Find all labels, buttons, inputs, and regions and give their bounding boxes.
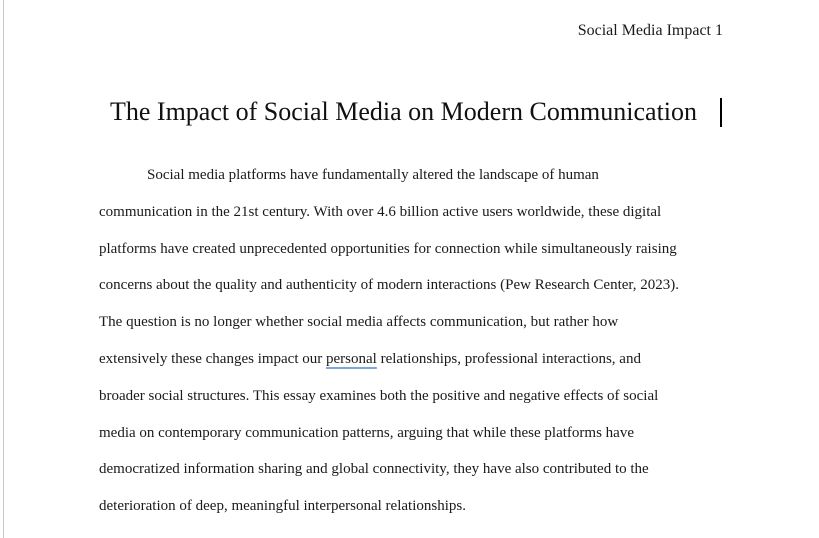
paragraph-line: concerns about the quality and authenticity of modern interactions (Pew Research Center, 2023). [99, 277, 680, 294]
text-cursor [720, 98, 722, 127]
grammar-flagged-word[interactable]: personal [326, 350, 377, 367]
paragraph-line: platforms have created unprecedented opportunities for connection while simultaneously raising [99, 240, 677, 257]
body-paragraph[interactable] [99, 160, 739, 528]
document-title[interactable]: The Impact of Social Media on Modern Communication [110, 97, 698, 126]
paragraph-line: The question is no longer whether social media affects communication, but rather how [99, 314, 619, 331]
paragraph-line: broader social structures. This essay examines both the positive and negative effects of social [99, 387, 659, 404]
document-page[interactable] [4, 0, 819, 538]
line-text: relationships, professional interactions, and [376, 350, 641, 367]
running-head: Social Media Impact 1 [577, 22, 723, 39]
paragraph-line [99, 344, 739, 381]
paragraph-line: democratized information sharing and global connectivity, they have also contributed to the [99, 461, 649, 478]
paragraph-line: media on contemporary communication patterns, arguing that while these platforms have [99, 424, 634, 441]
paragraph-line: Social media platforms have fundamentally altered the landscape of human [147, 167, 599, 183]
paragraph-line: communication in the 21st century. With over 4.6 billion active users worldwide, these digital [99, 203, 662, 220]
line-text: extensively these changes impact our [99, 350, 327, 367]
paragraph-line: deterioration of deep, meaningful interpersonal relationships. [99, 498, 466, 515]
